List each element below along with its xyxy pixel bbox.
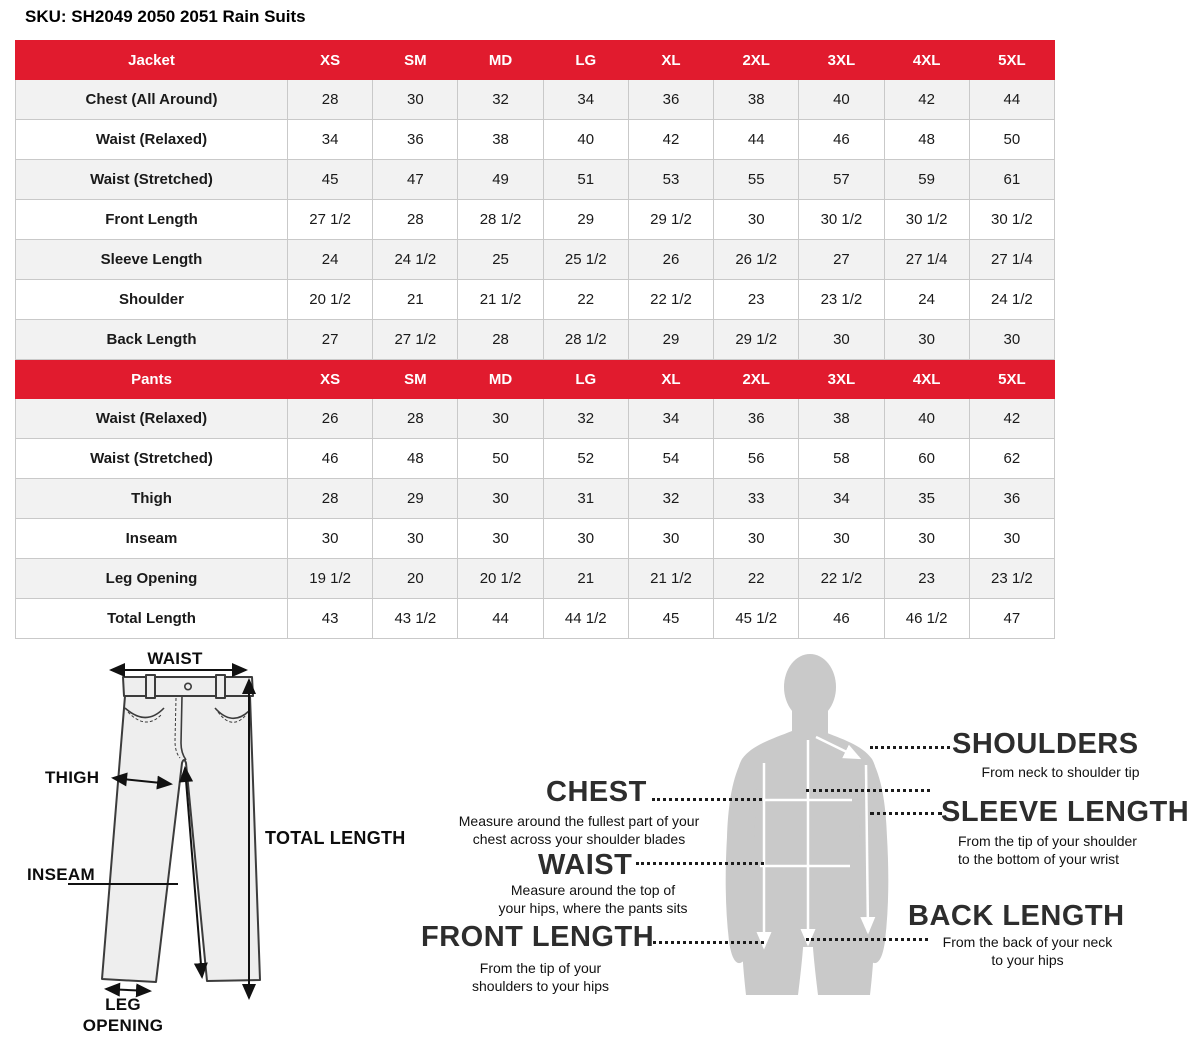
pants-inseam-label: INSEAM	[27, 865, 95, 884]
size-value-cell: 30	[799, 320, 884, 360]
size-value-cell: 32	[543, 399, 628, 439]
size-value-cell: 33	[714, 479, 799, 519]
measurement-label: Waist (Relaxed)	[16, 399, 288, 439]
size-value-cell: 45 1/2	[714, 599, 799, 639]
table-row	[16, 320, 1055, 360]
size-value-cell: 46	[288, 439, 373, 479]
leg-opening-arrow	[106, 989, 150, 991]
size-chart-table-body	[16, 41, 1055, 639]
pants-leg-opening-label: LEG OPENING	[82, 995, 164, 1035]
size-column-header: SM	[373, 360, 458, 399]
size-value-cell: 30	[373, 519, 458, 559]
size-value-cell: 30 1/2	[969, 200, 1054, 240]
size-value-cell: 23 1/2	[969, 559, 1054, 599]
size-value-cell: 21 1/2	[628, 559, 713, 599]
front-length-desc: From the tip of your shoulders to your hips	[472, 960, 609, 994]
thigh-arrow	[113, 778, 171, 784]
table-row	[16, 399, 1055, 439]
size-column-header: 2XL	[714, 41, 799, 80]
size-value-cell: 24 1/2	[969, 280, 1054, 320]
size-value-cell: 34	[799, 479, 884, 519]
inseam-arrow	[185, 768, 202, 977]
size-value-cell: 23	[884, 559, 969, 599]
size-value-cell: 34	[628, 399, 713, 439]
body-measure-lines	[760, 737, 868, 947]
back-length-desc: From the back of your neck to your hips	[942, 934, 1113, 968]
size-value-cell: 27 1/2	[373, 320, 458, 360]
size-value-cell: 29	[543, 200, 628, 240]
size-value-cell: 34	[543, 80, 628, 120]
size-value-cell: 24	[884, 280, 969, 320]
size-value-cell: 23	[714, 280, 799, 320]
table-row	[16, 80, 1055, 120]
table-row	[16, 439, 1055, 479]
size-value-cell: 36	[373, 120, 458, 160]
size-column-header: XS	[288, 41, 373, 80]
size-value-cell: 28	[288, 479, 373, 519]
size-value-cell: 44	[969, 80, 1054, 120]
size-column-header: XS	[288, 360, 373, 399]
measurement-label: Leg Opening	[16, 559, 288, 599]
size-value-cell: 36	[714, 399, 799, 439]
size-value-cell: 40	[543, 120, 628, 160]
shoulders-desc: From neck to shoulder tip	[981, 764, 1140, 780]
size-value-cell: 46 1/2	[884, 599, 969, 639]
size-value-cell: 28	[373, 200, 458, 240]
size-value-cell: 38	[799, 399, 884, 439]
size-value-cell: 36	[628, 80, 713, 120]
size-value-cell: 28	[458, 320, 543, 360]
waist-dotted-leader	[636, 862, 764, 865]
size-value-cell: 43	[288, 599, 373, 639]
size-value-cell: 53	[628, 160, 713, 200]
pants-thigh-label: THIGH	[45, 768, 100, 787]
size-value-cell: 38	[714, 80, 799, 120]
size-value-cell: 29 1/2	[628, 200, 713, 240]
size-value-cell: 56	[714, 439, 799, 479]
size-value-cell: 42	[969, 399, 1054, 439]
size-value-cell: 26 1/2	[714, 240, 799, 280]
size-value-cell: 44 1/2	[543, 599, 628, 639]
size-column-header: 4XL	[884, 41, 969, 80]
size-value-cell: 57	[799, 160, 884, 200]
front-length-dotted-leader	[648, 941, 764, 944]
size-chart-table	[15, 40, 1055, 639]
size-column-header: 4XL	[884, 360, 969, 399]
size-value-cell: 22 1/2	[628, 280, 713, 320]
size-value-cell: 30	[288, 519, 373, 559]
size-column-header: XL	[628, 360, 713, 399]
size-value-cell: 27	[799, 240, 884, 280]
size-value-cell: 30	[969, 519, 1054, 559]
size-value-cell: 22	[714, 559, 799, 599]
size-value-cell: 20 1/2	[458, 559, 543, 599]
size-value-cell: 44	[714, 120, 799, 160]
measurement-label: Back Length	[16, 320, 288, 360]
pants-outline	[102, 675, 260, 982]
back-length-dotted-leader	[806, 938, 928, 941]
size-value-cell: 30	[543, 519, 628, 559]
size-value-cell: 40	[884, 399, 969, 439]
size-column-header: 5XL	[969, 41, 1054, 80]
size-value-cell: 61	[969, 160, 1054, 200]
size-value-cell: 20 1/2	[288, 280, 373, 320]
size-value-cell: 50	[969, 120, 1054, 160]
chest-label: CHEST	[546, 776, 647, 808]
size-value-cell: 40	[799, 80, 884, 120]
size-value-cell: 30	[799, 519, 884, 559]
measurement-label: Chest (All Around)	[16, 80, 288, 120]
size-value-cell: 26	[628, 240, 713, 280]
size-header-row	[16, 360, 1055, 399]
pants-waist-label: WAIST	[147, 649, 203, 668]
size-value-cell: 23 1/2	[799, 280, 884, 320]
size-column-header: MD	[458, 41, 543, 80]
section-title-pants: Pants	[16, 360, 288, 399]
size-column-header: 3XL	[799, 41, 884, 80]
table-row	[16, 559, 1055, 599]
left-arm	[726, 757, 757, 963]
shoulders-label: SHOULDERS	[952, 728, 1139, 760]
size-column-header: LG	[543, 360, 628, 399]
size-value-cell: 45	[628, 599, 713, 639]
size-value-cell: 30 1/2	[884, 200, 969, 240]
size-value-cell: 46	[799, 599, 884, 639]
size-value-cell: 29 1/2	[714, 320, 799, 360]
size-value-cell: 60	[884, 439, 969, 479]
back-length-label: BACK LENGTH	[908, 900, 1125, 932]
measurement-label: Waist (Stretched)	[16, 439, 288, 479]
sleeve-length-desc: From the tip of your shoulder to the bottom of your wrist	[958, 833, 1137, 867]
size-value-cell: 47	[969, 599, 1054, 639]
measurement-label: Sleeve Length	[16, 240, 288, 280]
size-value-cell: 46	[799, 120, 884, 160]
sleeve-length-label: SLEEVE LENGTH	[941, 796, 1190, 828]
page-title: SKU: SH2049 2050 2051 Rain Suits	[25, 7, 306, 26]
size-value-cell: 24	[288, 240, 373, 280]
size-value-cell: 42	[884, 80, 969, 120]
size-value-cell: 48	[884, 120, 969, 160]
measurement-label: Inseam	[16, 519, 288, 559]
size-value-cell: 30	[458, 519, 543, 559]
size-value-cell: 51	[543, 160, 628, 200]
size-column-header: MD	[458, 360, 543, 399]
size-value-cell: 27 1/4	[969, 240, 1054, 280]
size-value-cell: 31	[543, 479, 628, 519]
table-row	[16, 479, 1055, 519]
sleeve-line	[866, 765, 868, 932]
size-value-cell: 49	[458, 160, 543, 200]
size-value-cell: 22	[543, 280, 628, 320]
size-value-cell: 32	[458, 80, 543, 120]
size-value-cell: 20	[373, 559, 458, 599]
size-value-cell: 30	[884, 519, 969, 559]
body-silhouette	[726, 654, 889, 995]
collar-dotted-leader	[806, 789, 930, 792]
size-value-cell: 28 1/2	[458, 200, 543, 240]
size-value-cell: 35	[884, 479, 969, 519]
size-value-cell: 30	[714, 519, 799, 559]
chest-dotted-leader	[652, 798, 762, 801]
size-value-cell: 43 1/2	[373, 599, 458, 639]
size-value-cell: 59	[884, 160, 969, 200]
table-row	[16, 200, 1055, 240]
size-value-cell: 25	[458, 240, 543, 280]
left-pocket	[125, 708, 164, 718]
size-column-header: 5XL	[969, 360, 1054, 399]
measurement-label: Thigh	[16, 479, 288, 519]
pants-button	[185, 683, 191, 689]
size-value-cell: 27	[288, 320, 373, 360]
size-value-cell: 45	[288, 160, 373, 200]
measurement-label: Waist (Relaxed)	[16, 120, 288, 160]
size-value-cell: 29	[373, 479, 458, 519]
shoulders-dotted-leader	[870, 746, 950, 749]
size-value-cell: 21 1/2	[458, 280, 543, 320]
size-value-cell: 54	[628, 439, 713, 479]
size-value-cell: 27 1/4	[884, 240, 969, 280]
front-length-label: FRONT LENGTH	[421, 921, 655, 953]
size-column-header: XL	[628, 41, 713, 80]
size-value-cell: 30	[458, 399, 543, 439]
size-value-cell: 55	[714, 160, 799, 200]
size-column-header: LG	[543, 41, 628, 80]
size-value-cell: 30 1/2	[799, 200, 884, 240]
size-column-header: 3XL	[799, 360, 884, 399]
pants-diagram	[10, 648, 440, 1048]
table-row	[16, 519, 1055, 559]
size-value-cell: 47	[373, 160, 458, 200]
size-value-cell: 62	[969, 439, 1054, 479]
size-value-cell: 28	[373, 399, 458, 439]
size-value-cell: 26	[288, 399, 373, 439]
size-value-cell: 42	[628, 120, 713, 160]
measurement-label: Total Length	[16, 599, 288, 639]
waist-label: WAIST	[538, 849, 633, 881]
right-leg	[813, 935, 874, 995]
size-column-header: SM	[373, 41, 458, 80]
table-row	[16, 599, 1055, 639]
size-value-cell: 21	[373, 280, 458, 320]
size-value-cell: 58	[799, 439, 884, 479]
pants-total-length-label: TOTAL LENGTH	[265, 828, 406, 848]
size-value-cell: 30	[884, 320, 969, 360]
sleeve-dotted-leader	[870, 812, 942, 815]
size-value-cell: 30	[628, 519, 713, 559]
size-value-cell: 34	[288, 120, 373, 160]
right-pocket	[215, 708, 249, 718]
table-row	[16, 120, 1055, 160]
size-value-cell: 50	[458, 439, 543, 479]
size-value-cell: 27 1/2	[288, 200, 373, 240]
size-value-cell: 52	[543, 439, 628, 479]
body-silhouette-diagram	[680, 645, 970, 1049]
size-value-cell: 44	[458, 599, 543, 639]
section-title-jacket: Jacket	[16, 41, 288, 80]
size-value-cell: 30	[458, 479, 543, 519]
size-value-cell: 30	[714, 200, 799, 240]
size-value-cell: 38	[458, 120, 543, 160]
size-value-cell: 32	[628, 479, 713, 519]
chest-desc: Measure around the fullest part of your chest across your shoulder blades	[458, 813, 700, 847]
size-header-row	[16, 41, 1055, 80]
size-value-cell: 21	[543, 559, 628, 599]
table-row	[16, 240, 1055, 280]
measurement-label: Front Length	[16, 200, 288, 240]
measurement-label: Waist (Stretched)	[16, 160, 288, 200]
right-arm	[857, 757, 888, 963]
pants-details	[125, 683, 249, 760]
waist-desc: Measure around the top of your hips, where the pants sits	[498, 882, 688, 916]
measurement-label: Shoulder	[16, 280, 288, 320]
size-value-cell: 48	[373, 439, 458, 479]
size-value-cell: 24 1/2	[373, 240, 458, 280]
shoulder-line	[816, 737, 859, 758]
size-value-cell: 19 1/2	[288, 559, 373, 599]
size-value-cell: 36	[969, 479, 1054, 519]
size-value-cell: 28 1/2	[543, 320, 628, 360]
size-value-cell: 30	[373, 80, 458, 120]
size-value-cell: 22 1/2	[799, 559, 884, 599]
table-row	[16, 160, 1055, 200]
size-value-cell: 29	[628, 320, 713, 360]
size-value-cell: 25 1/2	[543, 240, 628, 280]
size-value-cell: 28	[288, 80, 373, 120]
pants-measure-arrows	[68, 670, 249, 998]
size-value-cell: 30	[969, 320, 1054, 360]
table-row	[16, 280, 1055, 320]
size-column-header: 2XL	[714, 360, 799, 399]
left-leg	[742, 935, 803, 995]
